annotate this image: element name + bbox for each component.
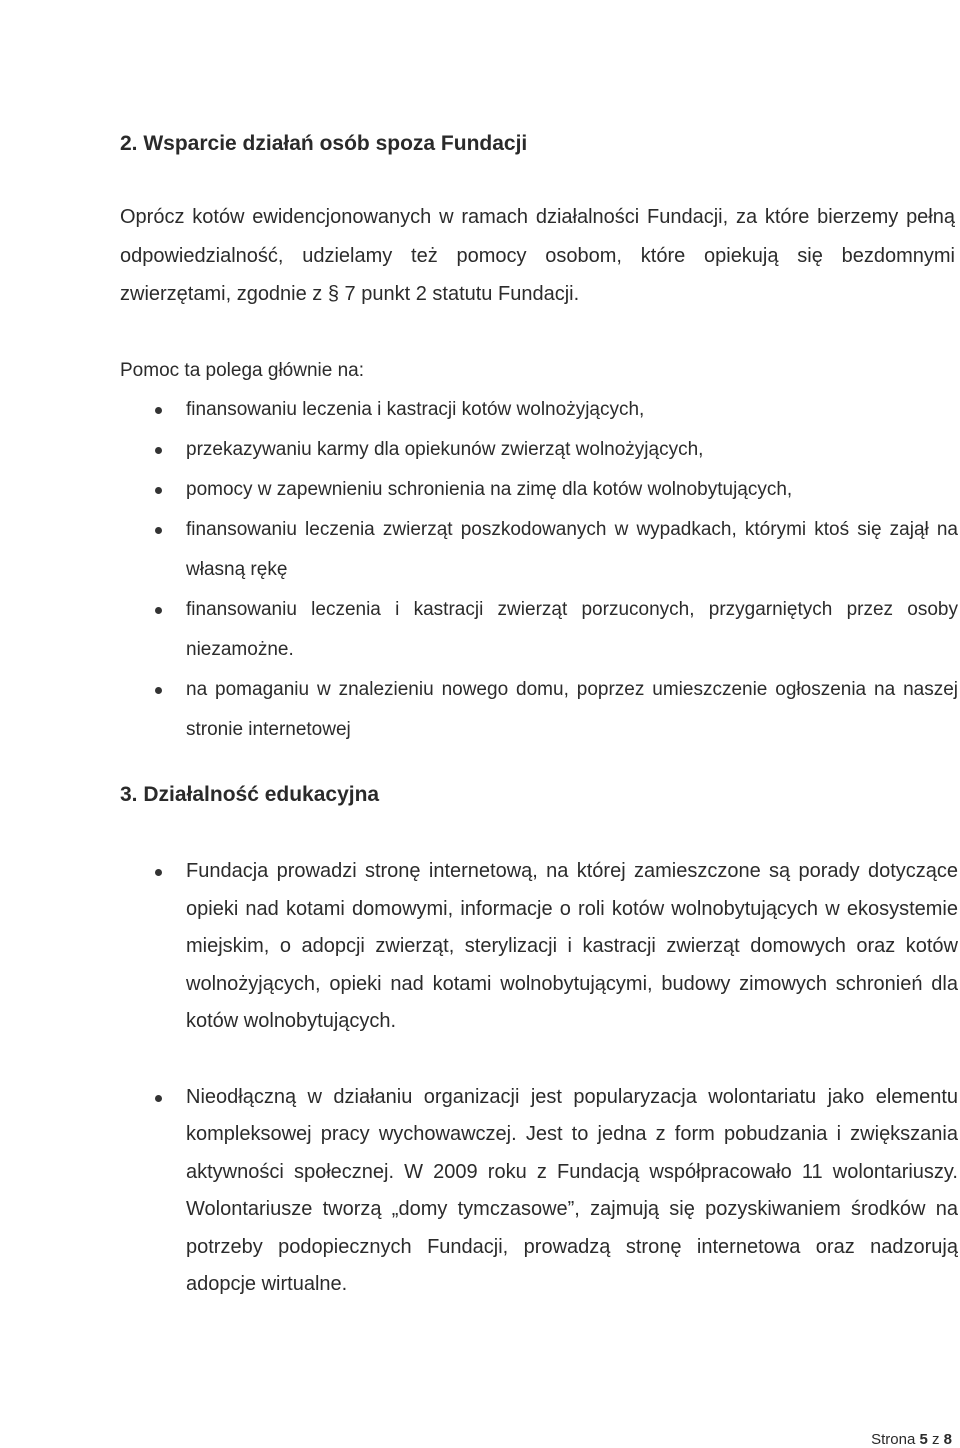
page-of-label: z	[931, 1431, 940, 1448]
list-item: finansowaniu leczenia i kastracji zwierząt porzuconych, przygarniętych przez osoby niezamożne.	[120, 590, 958, 670]
total-pages-number: 8	[943, 1431, 952, 1448]
section-3-title: 3. Działalność edukacyjna	[120, 783, 380, 806]
list-item: Nieodłączną w działaniu organizacji jest popularyzacja wolontariatu jako elementu kompleksowej pracy wychowawczej. Jest to jedna z form pobudzania i zwiększania aktywności społecznej. W 2009 roku z Fundacją współpracowało 11 wolontariuszy. Wolontariusze tworzą „domy tymczasowe”, zajmują się pozyskiwaniem środków na potrzeby podopiecznych Fundacji, prowadzą stronę internetowa oraz nadzorują adopcje wirtualne.	[120, 1079, 958, 1304]
list-item: na pomaganiu w znalezieniu nowego domu, poprzez umieszczenie ogłoszenia na naszej stronie internetowej	[120, 670, 958, 750]
page-label: Strona	[871, 1431, 916, 1448]
list-item: finansowaniu leczenia zwierząt poszkodowanych w wypadkach, którymi ktoś się zajął na własną rękę	[120, 510, 958, 590]
list-item: pomocy w zapewnieniu schronienia na zimę dla kotów wolnobytujących,	[120, 470, 958, 510]
education-list	[120, 853, 958, 1304]
list-item: Fundacja prowadzi stronę internetową, na której zamieszczone są porady dotyczące opieki nad kotami domowymi, informacje o roli kotów wolnobytujących w ekosystemie miejskim, o adopcji zwierząt, sterylizacji i kastracji zwierząt domowych oraz kotów wolnożyjących, opieki nad kotami wolnobytującymi, budowy zimowych schronień dla kotów wolnobytujących.	[120, 853, 958, 1041]
page-number-footer	[871, 1431, 952, 1448]
current-page-number: 5	[919, 1431, 928, 1448]
help-list	[120, 390, 958, 750]
section-2-lead: Pomoc ta polega głównie na:	[120, 360, 364, 381]
section-2-intro: Oprócz kotów ewidencjonowanych w ramach działalności Fundacji, za które bierzemy pełną odpowiedzialność, udzielamy też pomocy osobom, które opiekują się bezdomnymi zwierzętami, zgodnie z § 7 punkt 2 statutu Fundacji.	[120, 206, 955, 305]
list-item: przekazywaniu karmy dla opiekunów zwierząt wolnożyjących,	[120, 430, 958, 470]
section-2-title: 2. Wsparcie działań osób spoza Fundacji	[120, 132, 528, 155]
list-item: finansowaniu leczenia i kastracji kotów wolnożyjących,	[120, 390, 958, 430]
